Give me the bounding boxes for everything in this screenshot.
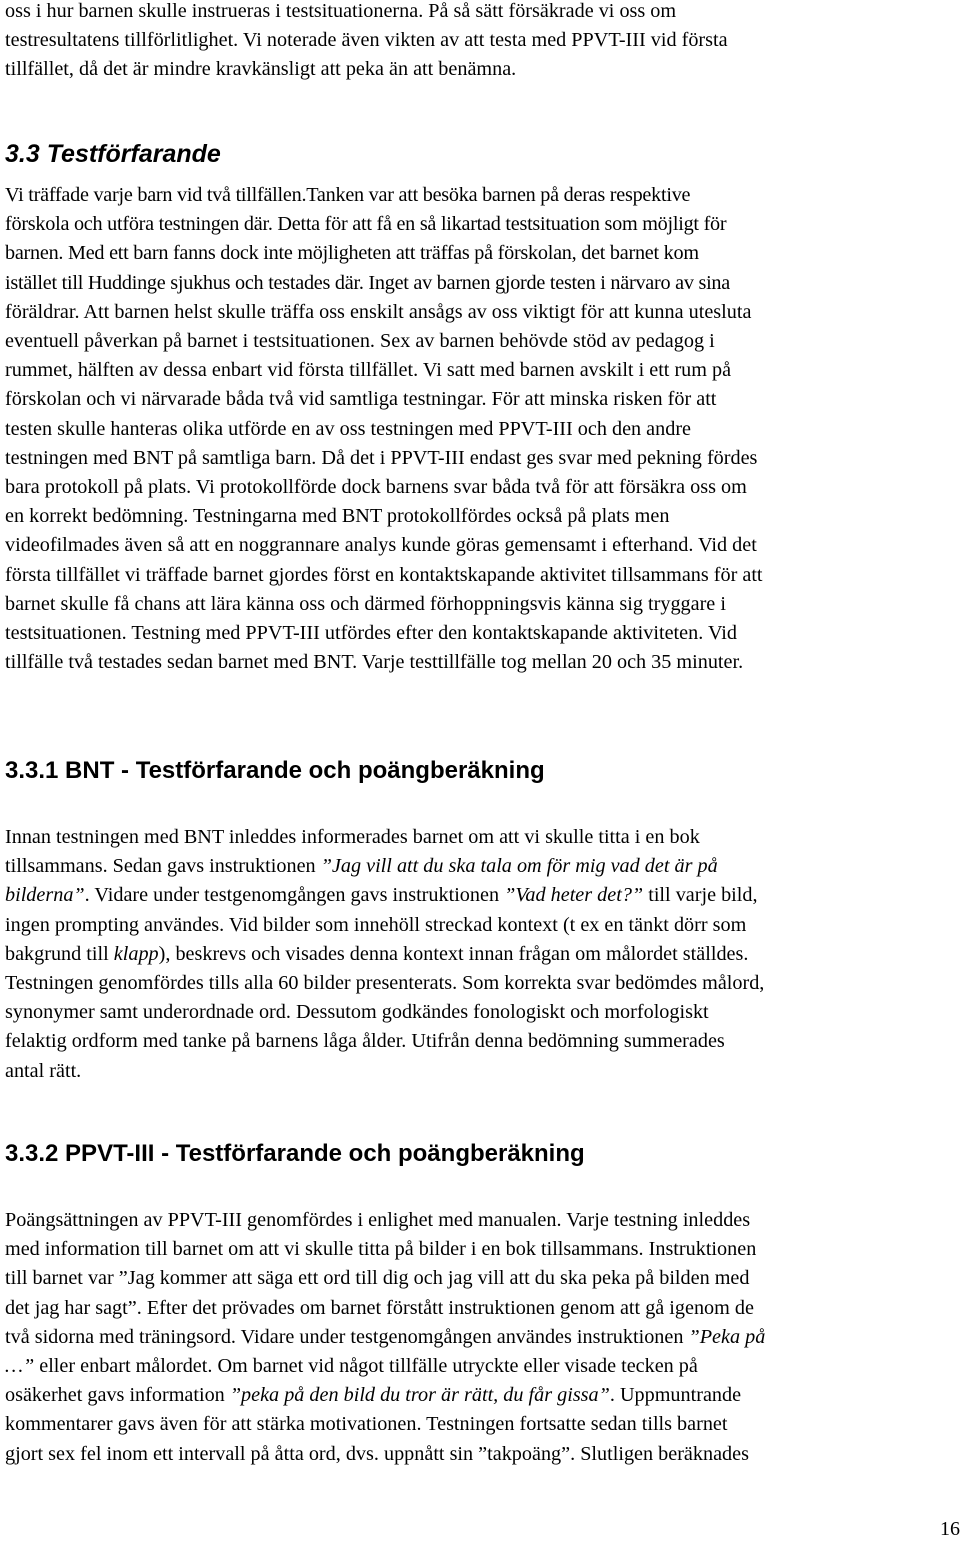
text-line: videofilmades även så att en noggrannare analys kunde göras gemensamt i efterhand. Vid det	[5, 534, 757, 557]
text-line: med information till barnet om att vi skulle titta på bilder i en bok tillsammans. Instruktionen	[5, 1238, 757, 1261]
page-number: 16	[940, 1518, 960, 1540]
text-line: Poängsättningen av PPVT-III genomfördes i enlighet med manualen. Varje testning inleddes	[5, 1209, 751, 1231]
text-line: testsituationen. Testning med PPVT-III utfördes efter den kontaktskapande aktiviteten. Vid	[5, 622, 738, 645]
text-line: ingen prompting användes. Vid bilder som innehöll streckad kontext (t ex en tänkt dörr som	[5, 913, 747, 936]
text-line: felaktig ordform med tanke på barnens låga ålder. Utifrån denna bedömning summerades	[5, 1030, 725, 1053]
text-line: Innan testningen med BNT inleddes informerades barnet om att vi skulle titta i en bok	[5, 826, 700, 848]
text-line: eventuell påverkan på barnet i testsituationen. Sex av barnen behövde stöd av pedagog i	[5, 330, 715, 353]
quoted-instruction: …”	[5, 1355, 35, 1378]
text-line: testningen med BNT på samtliga barn. Då det i PPVT-III endast ges svar med pekning fördes	[5, 446, 758, 469]
text-line: oss i hur barnen skulle instrueras i testsituationerna. På så sätt försäkrade vi oss om	[5, 0, 677, 22]
quoted-instruction: ”Peka på	[688, 1325, 766, 1348]
text-line: en korrekt bedömning. Testningarna med BNT protokollfördes också på plats men	[5, 505, 670, 528]
text-line	[5, 1352, 955, 1381]
quoted-instruction: ”Jag vill att du ska tala om för mig vad det är på	[320, 855, 718, 878]
text-line: Vi träffade varje barn vid två tillfällen.Tanken var att besöka barnen på deras respektive	[5, 184, 691, 206]
quoted-instruction: bilderna”	[5, 884, 85, 907]
text-run: tillsammans. Sedan gavs instruktionen	[5, 855, 321, 878]
text-line: kommentarer gavs även för att stärka motivationen. Testningen fortsatte sedan tills barnet	[5, 1413, 728, 1436]
text-run: bakgrund till	[5, 942, 114, 965]
text-line: det jag har sagt”. Efter det prövades om barnet förstått instruktionen genom att gå igenom de	[5, 1296, 754, 1319]
text-line: antal rätt.	[5, 1059, 82, 1082]
text-line: istället till Huddinge sjukhus och testades där. Inget av barnen gjorde testen i närvaro av sina	[5, 271, 730, 294]
text-line	[5, 881, 955, 910]
text-line: förskolan och vi närvarade båda två vid samtliga testningar. För att minska risken för att	[5, 388, 717, 411]
text-line: testen skulle hanteras olika utförde en av oss testningen med PPVT-III och den andre	[5, 417, 692, 440]
section-heading-3-3-1: 3.3.1 BNT - Testförfarande och poängberäkning	[5, 757, 545, 784]
text-line	[5, 852, 955, 881]
intro-paragraph	[5, 0, 955, 85]
target-word: klapp	[113, 942, 159, 965]
text-line: till barnet var ”Jag kommer att säga ett ord till dig och jag vill att du ska peka på bilden med	[5, 1267, 750, 1290]
text-line: tillfälle två testades sedan barnet med BNT. Varje testtillfälle tog mellan 20 och 35 minuter.	[5, 651, 744, 674]
text-line	[5, 1381, 955, 1410]
section-3-3-1-paragraph	[5, 823, 955, 1086]
text-line: tillfället, då det är mindre kravkänsligt att peka än att benämna.	[5, 58, 517, 81]
section-heading-3-3-2: 3.3.2 PPVT-III - Testförfarande och poängberäkning	[5, 1140, 585, 1167]
text-line: rummet, hälften av dessa enbart vid första tillfället. Vi satt med barnen avskilt i ett rum på	[5, 359, 732, 382]
text-line: barnen. Med ett barn fanns dock inte möjligheten att träffas på förskolan, det barnet kom	[5, 242, 699, 265]
text-run: ), beskrevs och visades denna kontext innan frågan om målordet ställdes.	[158, 942, 749, 965]
text-run: till varje bild,	[643, 884, 758, 907]
text-line	[5, 1323, 955, 1352]
text-run: . Uppmuntrande	[609, 1384, 742, 1407]
text-line: barnet skulle få chans att lära känna oss och därmed förhoppningsvis känna sig tryggare i	[5, 592, 726, 615]
section-heading-3-3: 3.3 Testförfarande	[5, 140, 221, 168]
quoted-instruction: ”Vad heter det?”	[504, 884, 644, 907]
text-run: eller enbart målordet. Om barnet vid något tillfälle utryckte eller visade tecken på	[34, 1355, 698, 1378]
text-line: förskola och utföra testningen där. Detta för att få en så likartad testsituation som möjligt för	[5, 213, 727, 236]
text-run: två sidorna med träningsord. Vidare under testgenomgången användes instruktionen	[5, 1325, 689, 1348]
text-run: osäkerhet gavs information	[5, 1384, 230, 1407]
text-line: bara protokoll på plats. Vi protokollförde dock barnens svar båda två för att försäkra oss om	[5, 476, 747, 499]
text-line: föräldrar. Att barnen helst skulle träffa oss enskilt ansågs av oss viktigt för att kunna utesluta	[5, 300, 752, 323]
text-line: Testningen genomfördes tills alla 60 bilder presenterats. Som korrekta svar bedömdes målord,	[5, 972, 765, 995]
text-line: synonymer samt underordnade ord. Dessutom godkändes fonologiskt och morfologiskt	[5, 1001, 709, 1024]
text-line: gjort sex fel inom ett intervall på åtta ord, dvs. uppnått sin ”takpoäng”. Slutligen beräknades	[5, 1442, 749, 1465]
section-3-3-paragraph	[5, 181, 955, 677]
quoted-instruction: ”peka på den bild du tror är rätt, du får gissa”	[229, 1384, 610, 1407]
text-line: testresultatens tillförlitlighet. Vi noterade även vikten av att testa med PPVT-III vid första	[5, 29, 728, 52]
section-3-3-2-paragraph	[5, 1206, 955, 1469]
text-line	[5, 940, 955, 969]
text-line: första tillfället vi träffade barnet gjordes först en kontaktskapande aktivitet tillsammans för att	[5, 563, 763, 586]
text-run: . Vidare under testgenomgången gavs instruktionen	[84, 884, 505, 907]
